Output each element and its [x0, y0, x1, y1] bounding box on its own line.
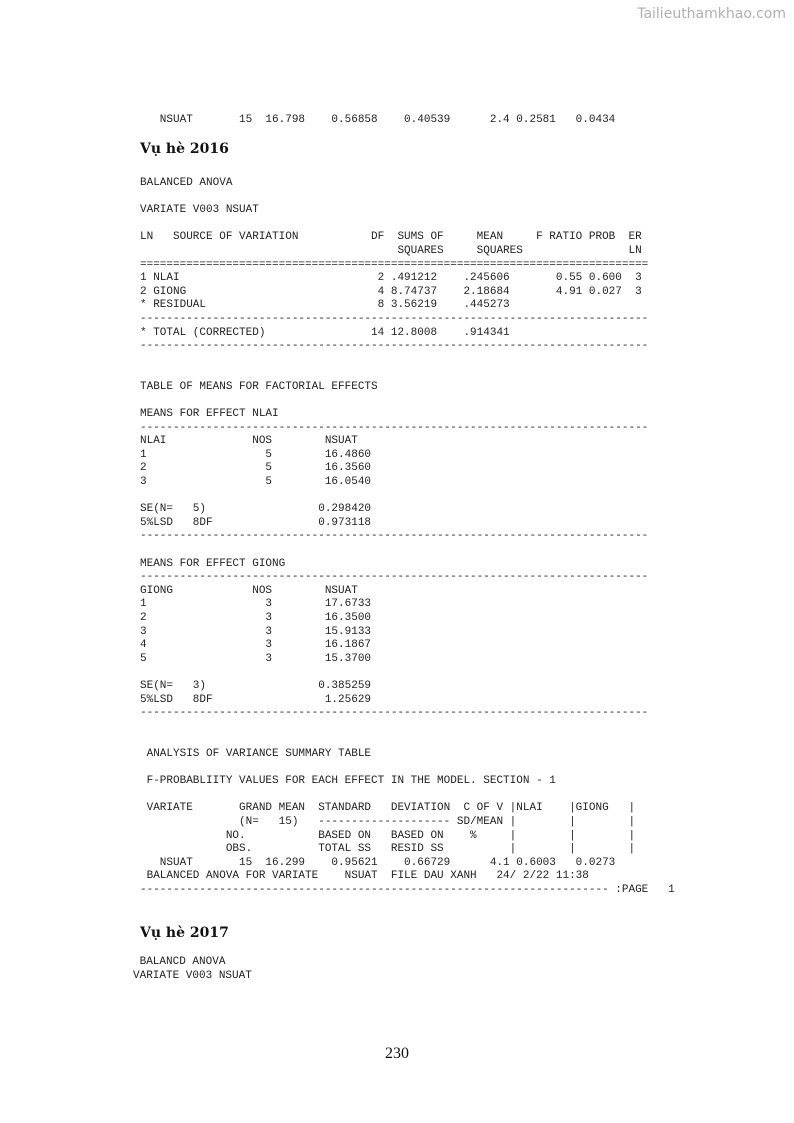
output-line: 2 GIONG 4 8.74737 2.18684 4.91 0.027 3: [140, 285, 642, 298]
anova-output-2016: [140, 177, 675, 897]
page-number: 230: [385, 1045, 409, 1062]
output-line: [140, 354, 675, 368]
output-line: 2 5 16.3560: [140, 462, 372, 475]
output-line: -----------------------------------------------------------------------------: [140, 707, 649, 720]
output-line: VARIATE GRAND MEAN STANDARD DEVIATION C OF V |NLAI |GIONG |: [140, 802, 636, 815]
output-line: BALANCED ANOVA FOR VARIATE NSUAT FILE DAU XANH 24/ 2/22 11:38: [140, 870, 589, 883]
output-line: =============================================================================: [140, 258, 649, 271]
output-line: -----------------------------------------------------------------------------: [140, 571, 649, 584]
output-line: MEANS FOR EFFECT GIONG: [140, 557, 286, 570]
output-line: VARIATE V003 NSUAT: [133, 969, 252, 982]
output-line: VARIATE V003 NSUAT: [140, 204, 259, 217]
output-line: SE(N= 5) 0.298420: [140, 503, 372, 516]
section-heading-2016: Vụ hè 2016: [140, 141, 229, 157]
output-line: 3 5 16.0540: [140, 476, 372, 489]
output-line: OBS. TOTAL SS RESID SS | | |: [140, 843, 636, 856]
output-line: BALANCD ANOVA: [133, 956, 226, 968]
output-line: LN SOURCE OF VARIATION DF SUMS OF MEAN F RATIO PROB ER: [140, 231, 642, 244]
output-line: 5 3 15.3700: [140, 652, 372, 665]
output-line: 1 NLAI 2 .491212 .245606 0.55 0.600 3: [140, 272, 642, 285]
output-line: * TOTAL (CORRECTED) 14 12.8008 .914341: [140, 326, 510, 339]
output-line: -----------------------------------------------------------------------------: [140, 530, 649, 543]
output-line: (N= 15) -------------------- SD/MEAN | | |: [140, 815, 636, 828]
previous-summary-line: NSUAT 15 16.798 0.56858 0.40539 2.4 0.2581 0.0434: [140, 114, 616, 126]
output-line: ----------------------------------------------------------------------- :PAGE 1: [140, 883, 675, 896]
output-line: NO. BASED ON BASED ON % | | |: [140, 829, 636, 842]
output-line: [140, 191, 675, 205]
output-line: [140, 734, 675, 748]
output-line: [140, 490, 675, 504]
output-line: -----------------------------------------------------------------------------: [140, 340, 649, 353]
output-line: [140, 544, 675, 558]
output-line: [140, 218, 675, 232]
output-line: 5%LSD 8DF 1.25629: [140, 693, 372, 706]
output-line: 1 3 17.6733: [140, 598, 372, 611]
output-line: [140, 789, 675, 803]
output-line: -----------------------------------------------------------------------------: [140, 312, 649, 325]
output-line: [140, 721, 675, 735]
section-heading-2017: Vụ hè 2017: [140, 925, 229, 941]
output-line: [140, 395, 675, 409]
output-line: SE(N= 3) 0.385259: [140, 679, 372, 692]
output-line: NLAI NOS NSUAT: [140, 435, 358, 448]
output-line: TABLE OF MEANS FOR FACTORIAL EFFECTS: [140, 380, 378, 393]
output-line: 2 3 16.3500: [140, 612, 372, 624]
watermark-text: Tailieuthamkhao.com: [637, 6, 786, 22]
output-line: 5%LSD 8DF 0.973118: [140, 516, 372, 529]
output-line: F-PROBABLIITY VALUES FOR EACH EFFECT IN THE MODEL. SECTION - 1: [140, 775, 556, 788]
output-line: 3 3 15.9133: [140, 625, 372, 638]
output-line: SQUARES SQUARES LN: [140, 244, 642, 257]
output-line: MEANS FOR EFFECT NLAI: [140, 408, 279, 421]
output-line: BALANCED ANOVA: [140, 177, 233, 189]
output-line: 4 3 16.1867: [140, 639, 372, 652]
output-line: NSUAT 15 16.299 0.95621 0.66729 4.1 0.6003 0.0273: [140, 856, 616, 869]
output-line: ANALYSIS OF VARIANCE SUMMARY TABLE: [140, 747, 372, 760]
anova-output-2017: [133, 956, 252, 983]
output-line: [140, 762, 675, 776]
output-line: [140, 367, 675, 381]
output-line: -----------------------------------------------------------------------------: [140, 421, 649, 434]
output-line: 1 5 16.4860: [140, 448, 372, 461]
output-line: GIONG NOS NSUAT: [140, 584, 358, 597]
output-line: [140, 666, 675, 680]
output-line: * RESIDUAL 8 3.56219 .445273: [140, 299, 510, 312]
